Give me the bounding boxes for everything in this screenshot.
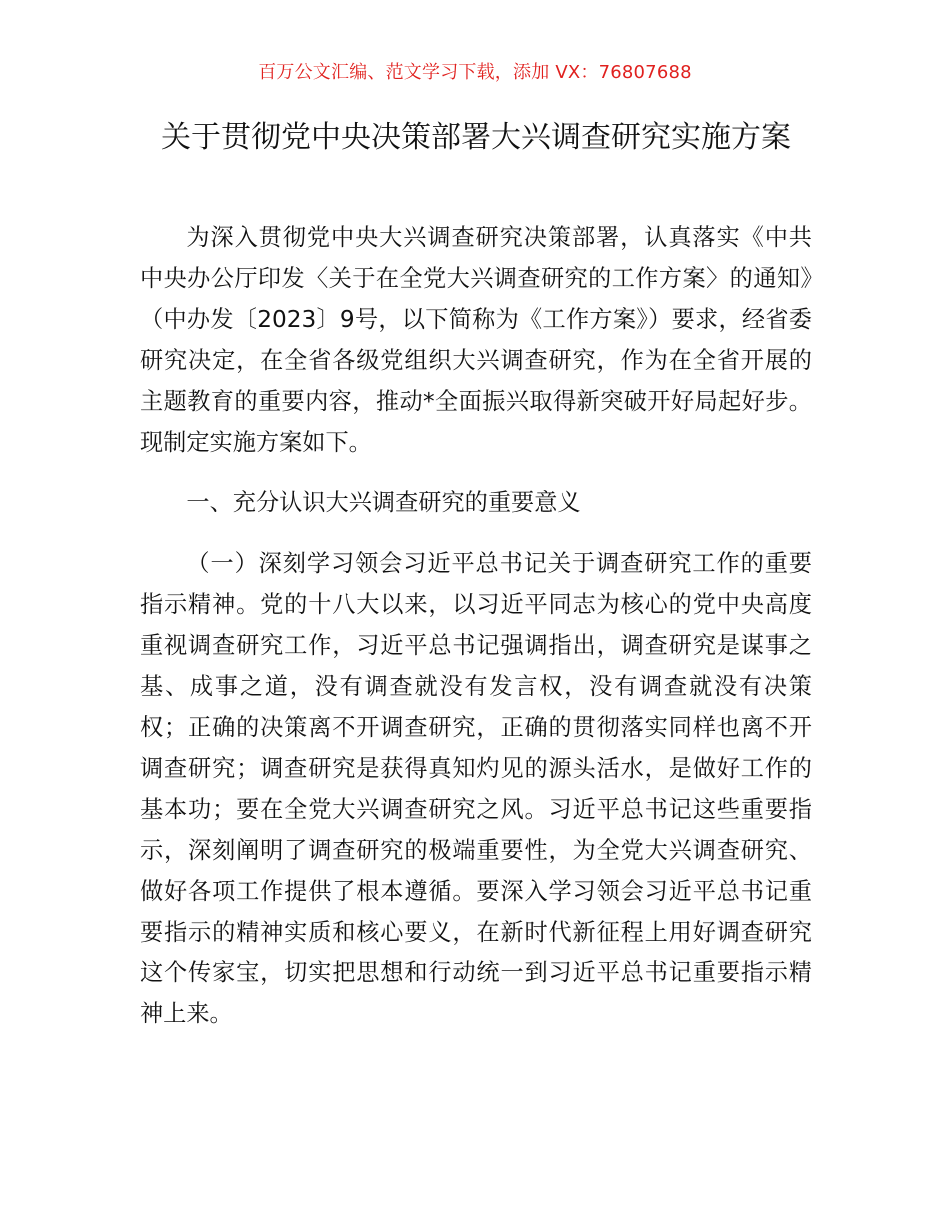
document-title: 关于贯彻党中央决策部署大兴调查研究实施方案 <box>161 120 791 155</box>
section-heading: 一、充分认识大兴调查研究的重要意义 <box>186 489 581 517</box>
intro-paragraph: 为深入贯彻党中央大兴调查研究决策部署，认真落实《中共中央办公厅印发〈关于在全党大兴调查研究的工作方案〉的通知》（中办发〔2023〕9号，以下简称为《工作方案》）要求，经省委研究决定，在全省各级党组织大兴调查研究，作为在全省开展的主题教育的重要内容，推动*全面振兴取得新突破开好局起好步。现制定实施方案如下。 <box>140 224 812 456</box>
section-paragraph: （一）深刻学习领会习近平总书记关于调查研究工作的重要指示精神。党的十八大以来，以习近平同志为核心的党中央高度重视调查研究工作，习近平总书记强调指出，调查研究是谋事之基、成事之道，没有调查就没有发言权，没有调查就没有决策权；正确的决策离不开调查研究，正确的贯彻落实同样也离不开调查研究；调查研究是获得真知灼见的源头活水，是做好工作的基本功；要在全党大兴调查研究之风。习近平总书记这些重要指示，深刻阐明了调查研究的极端重要性，为全党大兴调查研究、做好各项工作提供了根本遵循。要深入学习领会习近平总书记重要指示的精神实质和核心要义，在新时代新征程上用好调查研究这个传家宝，切实把思想和行动统一到习近平总书记重要指示精神上来。 <box>140 550 812 1028</box>
watermark-text: 百万公文汇编、范文学习下载，添加 VX：76807688 <box>258 62 692 83</box>
document-body <box>140 218 812 1035</box>
